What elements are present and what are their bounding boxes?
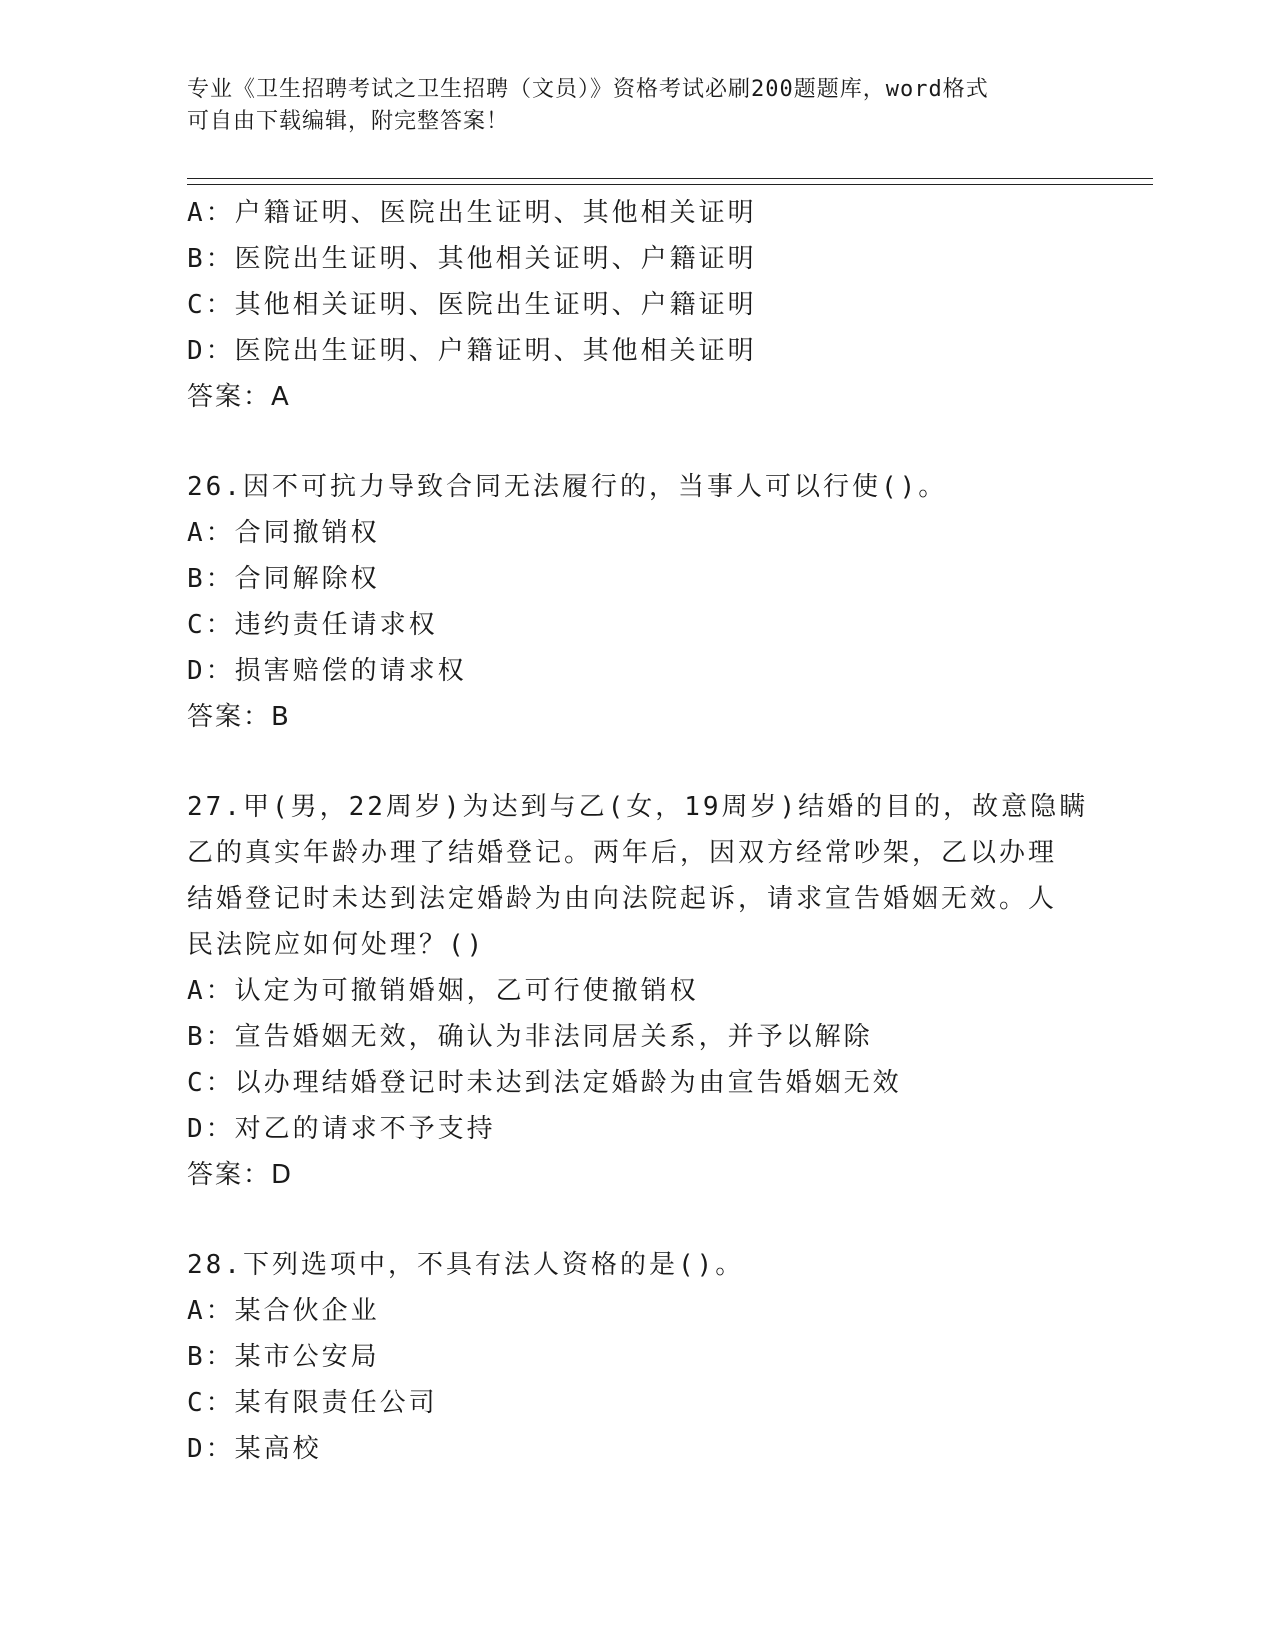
question-27-block <box>187 784 1089 1198</box>
spacer <box>187 740 1067 784</box>
header-title-line-1: 专业《卫生招聘考试之卫生招聘（文员）》资格考试必刷200题题库，word格式 <box>187 77 989 102</box>
question-26-stem: 26.因不可抗力导致合同无法履行的，当事人可以行使()。 <box>187 472 948 502</box>
question-26-answer: 答案：B <box>187 702 291 732</box>
question-25-block <box>187 190 1067 420</box>
question-25-option-b: B：医院出生证明、其他相关证明、户籍证明 <box>187 244 757 274</box>
question-25-answer: 答案：A <box>187 382 291 412</box>
question-27-stem-line-4: 民法院应如何处理？() <box>187 930 486 960</box>
question-26-option-d: D：损害赔偿的请求权 <box>187 656 467 686</box>
question-27-stem-line-3: 结婚登记时未达到法定婚龄为由向法院起诉，请求宣告婚姻无效。人 <box>187 884 1058 914</box>
header-divider <box>187 178 1153 185</box>
question-list <box>187 190 1089 1472</box>
question-26-option-c: C：违约责任请求权 <box>187 610 438 640</box>
question-26-block <box>187 464 1067 740</box>
header-title-line-2: 可自由下载编辑，附完整答案！ <box>187 109 510 134</box>
spacer <box>187 1198 1067 1242</box>
question-28-option-b: B：某市公安局 <box>187 1342 380 1372</box>
document-header <box>187 74 1087 138</box>
question-28-option-a: A：某合伙企业 <box>187 1296 380 1326</box>
question-27-option-c: C：以办理结婚登记时未达到法定婚龄为由宣告婚姻无效 <box>187 1068 902 1098</box>
question-26-option-b: B：合同解除权 <box>187 564 380 594</box>
question-27-stem-line-1: 27.甲(男，22周岁)为达到与乙(女，19周岁)结婚的目的，故意隐瞒 <box>187 792 1089 822</box>
question-27-option-b: B：宣告婚姻无效，确认为非法同居关系，并予以解除 <box>187 1022 873 1052</box>
question-26-option-a: A：合同撤销权 <box>187 518 380 548</box>
question-25-option-a: A：户籍证明、医院出生证明、其他相关证明 <box>187 198 757 228</box>
question-25-option-d: D：医院出生证明、户籍证明、其他相关证明 <box>187 336 757 366</box>
question-27-option-d: D：对乙的请求不予支持 <box>187 1114 496 1144</box>
question-28-block <box>187 1242 1067 1472</box>
question-27-answer: 答案：D <box>187 1160 294 1190</box>
question-25-option-c: C：其他相关证明、医院出生证明、户籍证明 <box>187 290 757 320</box>
question-27-stem-line-2: 乙的真实年龄办理了结婚登记。两年后，因双方经常吵架，乙以办理 <box>187 838 1058 868</box>
question-28-stem: 28.下列选项中，不具有法人资格的是()。 <box>187 1250 745 1280</box>
question-28-option-c: C：某有限责任公司 <box>187 1388 438 1418</box>
spacer <box>187 420 1067 464</box>
question-28-option-d: D：某高校 <box>187 1434 322 1464</box>
question-27-option-a: A：认定为可撤销婚姻，乙可行使撤销权 <box>187 976 699 1006</box>
